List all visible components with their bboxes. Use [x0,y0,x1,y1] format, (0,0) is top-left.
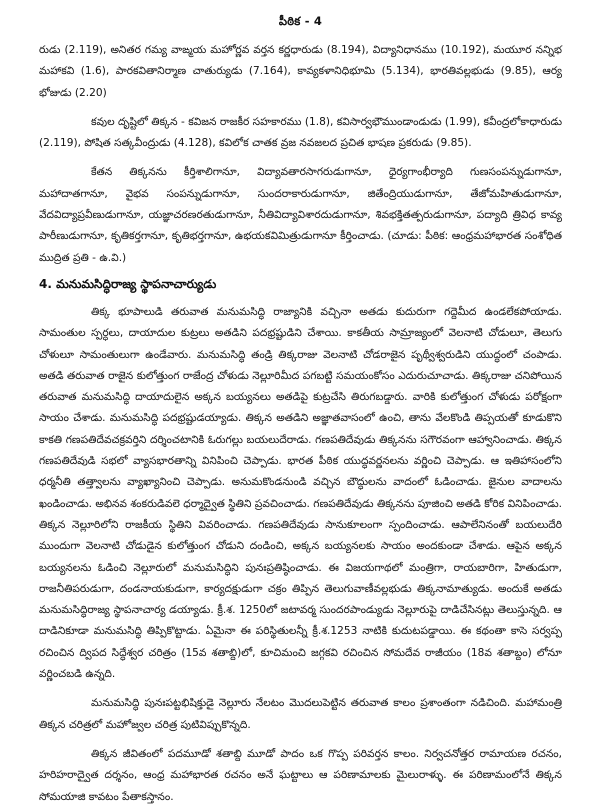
body-paragraph: కేతన తిక్కనను కీర్తిశాలిగానూ, విద్యావతారసాగరుడుగానూ, ధైర్యగాంభీర్యాది గుణసంపన్నుడుగానూ, మహాదాతగానూ, వైభవ సంపన్నుడుగానూ, సుందరాకారుడుగానూ, జితేంద్రియుడుగానూ, తేజోమహితుడుగానూ, వేదవిద్యాప్రవీణుడుగానూ, యజ్ఞాచరణరతుడుగానూ, నీతివిద్యావిశారదుడుగానూ, శివభక్తితత్పరుడుగానూ, పద్యాది త్రివిధ కావ్య పారీణుడుగానూ, కృతికర్తగానూ, కృతిభర్తగానూ, ఉభయకవిమిత్రుడుగానూ కీర్తించాడు. (చూడు: పీఠిక: ఆంధ్రమహాభారత సంశోధిత ముద్రిత ప్రతి - ఉ.వి.) [39,166,562,264]
page-header: పీఠిక - 4 [278,14,323,28]
body-paragraph: కవుల దృష్టిలో తిక్కన - కవిజన రాజకీర సహకారము (1.8), కవిసార్వభౌముండాండుడు (1.99), కవీంద్రలోకాధారుడు (2.119), పోషిత సత్కవీంద్రుడు (4.128), కవిలోక చాతక వ్రజ నవజలద ప్రచిత భాషణ ప్రకరుడు (9.85). [39,115,562,150]
section-paragraph: మనుమసిద్ధి పునఃపట్టభిషిక్తుడై నెల్లూరు నేలటం మొదలుపెట్టిన తరువాత కాలం ప్రశాంతంగా నడిచింది. మహామంత్రి తిక్కన చరిత్రలో మహోజ్వల చరిత్ర పుటివిప్పుకొన్నది. [39,697,562,731]
section-paragraph: తిక్కన జీవితంలో పదమూడో శతాబ్ది మూడో పాదం ఒక గొప్ప పరివర్తన కాలం. నిర్వచనోత్తర రామాయణ రచనం, హరిహరాద్వైత దర్శనం, ఆంధ్ర మహాభారత రచనం అనే ఘట్టాలు ఆ పరిణామాలకు మైలురాళ్ళు. ఈ పరిణామంలోనే తిక్కన సోమయాజి కావటం పేతాకస్తానం. [39,747,562,803]
section-heading: 4. మనుమసిద్ధిరాజ్య స్థాపనాచార్యుడు [39,276,217,291]
section-paragraph: తిక్క భూపాలుడి తరువాత మనుమసిద్ధి రాజ్యానికి వచ్చినా అతడు కుదురుగా గద్దెమీద ఉండలేకపోయాడు. సామంతుల స్పర్ధలు, దాయాదుల కుట్రలు అతడిని పదభ్రష్టుడిని చేశాయి. కాకతీయ సామ్రాజ్యంలో వెలనాటి చోడులూ, తెలుగు చోళులూ సామంతులుగా ఉండేవారు. మనుమసిద్ధి తండ్రి తిక్కరాజు వెలనాటి చోడరాజైన పృథ్వీశ్వరుడిని యుద్ధంలో చంపాడు. అతడి తరువాత రాజైన కులోత్తుంగ రాజేంద్ర చోళుడు నెల్లూరిమీద పగబట్టి సమయంకోసం ఎదురుచూచాడు. తిక్కరాజు చనిపోయిన తరువాత మనుమసిద్ధి దాయాదులైన అక్కన బయ్యనలు అతడిపై కుట్రచేసి తిరుగబడ్డారు. వారికి కులోత్తుంగ చోళుడు పరోక్షంగా సాయం చేశాడు. మనుమసిద్ధి పదభ్రష్టుడయ్యాడు. తిక్కన అతడిని అజ్ఞాతవాసంలో ఉంచి, తాను వేలకొండి తిప్పయతో కూడుకొని కాకతి గణపతిదేవచక్రవర్తిని దర్శించటానికి ఓరుగల్లు బయలుదేరాడు. గణపతిదేవుడు తిక్కనను సగౌరవంగా ఆహ్వానించాడు. తిక్కన గణపతిదేవుడి సభలో వ్యాసభారతాన్ని వినిపించి చెప్పాడు. భారత పీఠిక యుద్ధవర్ణనలను వర్ణించి చెప్పాడు. ఆ ఇతిహాసంలోని ధర్మనీతి తత్త్వాలను వ్యాఖ్యానించి చెప్పాడు. అనుమకొండనుండి వచ్చిన బౌద్ధులను వాదంలో ఓడించాడు. జైనుల వాదాలను ఖండించాడు. అభినవ శంకరుడివలె ధర్మాద్వైత స్థితిని ప్రవచించాడు. గణపతిదేవుడు తిక్కనను పూజించి అతడి కోరిక వినిపించాడు. తిక్కన నెల్లూరిలోని రాజకీయ స్థితిని వివరించాడు. గణపతిదేవుడు సానుకూలంగా స్పందించాడు. ఆపాలేనినంతో బయలుదేరి ముందుగా వెలనాటి చోడుడైన కులోత్తుంగ చోడుని దండించి, అక్కన బయ్యనలకు సాయం అందకుండా చేశాడు. ఆపైన అక్కన బయ్యనలను ఓడించి నెల్లూరులో మనుమసిద్ధిని పునఃప్రతిష్ఠించాడు. ఈ విజయగాథలో మంత్రిగా, రాయబారిగా, హితుడుగా, రాజనీతిపరుడుగా, దండనాయకుడుగా, కార్యదక్షుడుగా చక్రం తిప్పిన తెలుగువాణీవల్లభుడు తిక్కనామాత్యుడు. అందుకే అతడు మనుమసిద్ధిరాజ్య స్థాపనాచార్య డయ్యాడు. క్రీ.శ. 1250లో జటావర్మ సుందరపాండ్యుడు నెల్లూరుపై దాడిచేసినట్లు తెలుస్తున్నది. ఆ దాడినికూడా మనుమసిద్ధి తిప్పికొట్టాడు. ఏమైనా ఈ పరిస్థితులన్నీ క్రీ.శ.1253 నాటికి కుదుటపడ్డాయి. ఈ కథంతా కాసె సర్వప్ప రచించిన ద్విపద సిద్ధేశ్వర చరిత్రం (15వ శతాబ్ది)లో, కూచిమంచి జగ్గకవి రచించిన సోమదేవ రాజీయం (18వ శతాబ్దం) లోనూ వర్ణించబడి ఉన్నది. [39,305,562,681]
body-paragraph: రుడు (2.119), అనితర గమ్య వాఙ్మయ మహోర్ణవ వర్తన కర్ణధారుడు (8.194), విద్యానిధానము (10.192), మయూర నన్నిభ మహాకవి (1.6), పారకవితానిర్మాణ చాతుర్యుడు (7.164), కావ్యకళానిధిభూమి (5.134), భారతివల్లభుడు (9.85), ఆర్య భోజుడు (2.20) [39,44,562,99]
